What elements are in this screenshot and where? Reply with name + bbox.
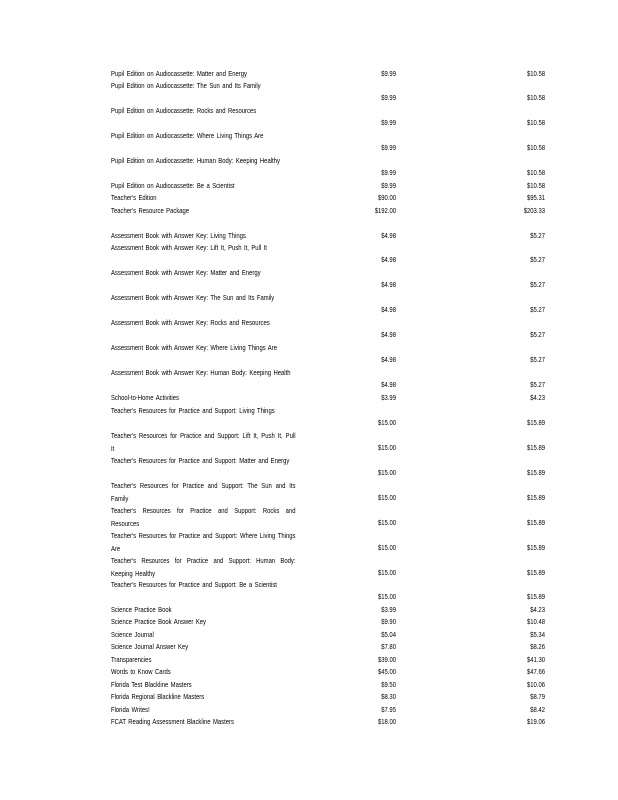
item-description: Teacher's Resources for Practice and Support: Rocks and Resources: [111, 506, 296, 528]
item-price: $15.00: [377, 568, 396, 577]
item-price: $90.00: [377, 193, 396, 202]
item-description: Words to Know Cards: [111, 667, 171, 676]
item-description: Pupil Edition on Audiocassette: Be a Scientist: [111, 181, 235, 190]
item-price: $3.99: [381, 605, 396, 614]
item-price: $15.00: [377, 493, 396, 502]
item-price: $9.90: [381, 617, 396, 626]
item-price: $3.99: [381, 393, 396, 402]
item-price: $9.99: [381, 93, 396, 102]
item-price-with-tax: $15.89: [526, 468, 545, 477]
item-description: Assessment Book with Answer Key: Where Living Things Are: [111, 343, 277, 352]
item-description: Assessment Book with Answer Key: Living Things: [111, 231, 246, 240]
item-price: $15.00: [377, 418, 396, 427]
item-price: $15.00: [377, 592, 396, 601]
item-price-with-tax: $8.42: [530, 705, 545, 714]
item-price: $15.00: [377, 518, 396, 527]
item-price-with-tax: $15.89: [526, 443, 545, 452]
item-description: Transparencies: [111, 655, 152, 664]
item-description: Science Practice Book Answer Key: [111, 617, 207, 626]
item-price: $15.00: [377, 543, 396, 552]
item-price-with-tax: $5.27: [530, 255, 545, 264]
item-description: Assessment Book with Answer Key: Matter and Energy: [111, 268, 261, 277]
item-price: $9.99: [381, 69, 396, 78]
item-price-with-tax: $15.89: [526, 592, 545, 601]
item-price: $4.98: [381, 305, 396, 314]
item-price: $9.99: [381, 143, 396, 152]
item-price-with-tax: $15.89: [526, 418, 545, 427]
item-price-with-tax: $15.89: [526, 543, 545, 552]
item-price-with-tax: $5.27: [530, 305, 545, 314]
item-price: $18.00: [377, 717, 396, 726]
item-description: Teacher's Resources for Practice and Support: Lift It, Push It, Pull It: [111, 431, 296, 453]
item-price: $7.95: [381, 705, 396, 714]
item-description: Science Practice Book: [111, 605, 172, 614]
item-price-with-tax: $4.23: [530, 605, 545, 614]
item-price: $45.00: [377, 667, 396, 676]
item-price-with-tax: $5.27: [530, 280, 545, 289]
item-description: Teacher's Resources for Practice and Support: Living Things: [111, 406, 275, 415]
item-description: Assessment Book with Answer Key: Rocks and Resources: [111, 318, 270, 327]
item-price-with-tax: $5.27: [530, 330, 545, 339]
item-description: Pupil Edition on Audiocassette: Human Body: Keeping Healthy: [111, 156, 280, 165]
item-price-with-tax: $4.23: [530, 393, 545, 402]
item-price-with-tax: $10.58: [526, 93, 545, 102]
item-description: Florida Writes!: [111, 705, 150, 714]
item-price: $9.99: [381, 118, 396, 127]
item-price: $9.50: [381, 680, 396, 689]
item-description: Teacher's Resources for Practice and Support: Where Living Things Are: [111, 531, 296, 553]
item-description: Teacher's Resource Package: [111, 206, 190, 215]
item-price: $39.00: [377, 655, 396, 664]
item-price-with-tax: $10.58: [526, 168, 545, 177]
item-price-with-tax: $47.66: [526, 667, 545, 676]
item-price-with-tax: $5.27: [530, 380, 545, 389]
item-price-with-tax: $10.58: [526, 181, 545, 190]
item-description: Teacher's Resources for Practice and Support: The Sun and Its Family: [111, 481, 296, 503]
item-description: Teacher's Resources for Practice and Support: Be a Scientist: [111, 580, 277, 589]
item-description: Science Journal: [111, 630, 154, 639]
item-description: FCAT Reading Assessment Blackline Masters: [111, 717, 234, 726]
item-description: Florida Regional Blackline Masters: [111, 692, 205, 701]
item-price-with-tax: $8.26: [530, 642, 545, 651]
item-price-with-tax: $10.58: [526, 69, 545, 78]
item-price: $4.98: [381, 255, 396, 264]
item-price-with-tax: $15.89: [526, 518, 545, 527]
item-description: Teacher's Resources for Practice and Support: Matter and Energy: [111, 456, 290, 465]
item-price-with-tax: $5.27: [530, 355, 545, 364]
item-price-with-tax: $5.34: [530, 630, 545, 639]
item-price-with-tax: $5.27: [530, 231, 545, 240]
item-description: Pupil Edition on Audiocassette: Matter and Energy: [111, 69, 247, 78]
item-price: $9.99: [381, 168, 396, 177]
item-price-with-tax: $15.89: [526, 493, 545, 502]
item-price-with-tax: $8.79: [530, 692, 545, 701]
item-price-with-tax: $19.06: [526, 717, 545, 726]
item-description: Pupil Edition on Audiocassette: Where Living Things Are: [111, 131, 264, 140]
item-price: $4.98: [381, 231, 396, 240]
item-price: $4.98: [381, 380, 396, 389]
item-price: $15.00: [377, 443, 396, 452]
item-price-with-tax: $10.06: [526, 680, 545, 689]
item-description: School-to-Home Activities: [111, 393, 179, 402]
item-price-with-tax: $203.33: [523, 206, 545, 215]
item-price: $8.30: [381, 692, 396, 701]
item-price-with-tax: $15.89: [526, 568, 545, 577]
item-price: $5.04: [381, 630, 396, 639]
item-price: $9.99: [381, 181, 396, 190]
item-price-with-tax: $95.31: [526, 193, 545, 202]
item-description: Assessment Book with Answer Key: Human Body: Keeping Health: [111, 368, 291, 377]
item-price: $4.98: [381, 355, 396, 364]
item-price: $4.98: [381, 280, 396, 289]
item-description: Assessment Book with Answer Key: The Sun and Its Family: [111, 293, 275, 302]
item-description: Pupil Edition on Audiocassette: The Sun and Its Family: [111, 81, 261, 90]
item-price: $15.00: [377, 468, 396, 477]
item-description: Science Journal Answer Key: [111, 642, 189, 651]
item-price-with-tax: $10.48: [526, 617, 545, 626]
item-description: Pupil Edition on Audiocassette: Rocks and Resources: [111, 106, 257, 115]
item-price: $7.80: [381, 642, 396, 651]
item-price-with-tax: $10.58: [526, 118, 545, 127]
item-price: $4.98: [381, 330, 396, 339]
item-description: Teacher's Edition: [111, 193, 157, 202]
item-description: Assessment Book with Answer Key: Lift It, Push It, Pull It: [111, 243, 267, 252]
item-price: $192.00: [374, 206, 396, 215]
item-description: Teacher's Resources for Practice and Support: Human Body: Keeping Healthy: [111, 556, 296, 578]
item-description: Florida Test Blackline Masters: [111, 680, 192, 689]
item-price-with-tax: $10.58: [526, 143, 545, 152]
item-price-with-tax: $41.30: [526, 655, 545, 664]
